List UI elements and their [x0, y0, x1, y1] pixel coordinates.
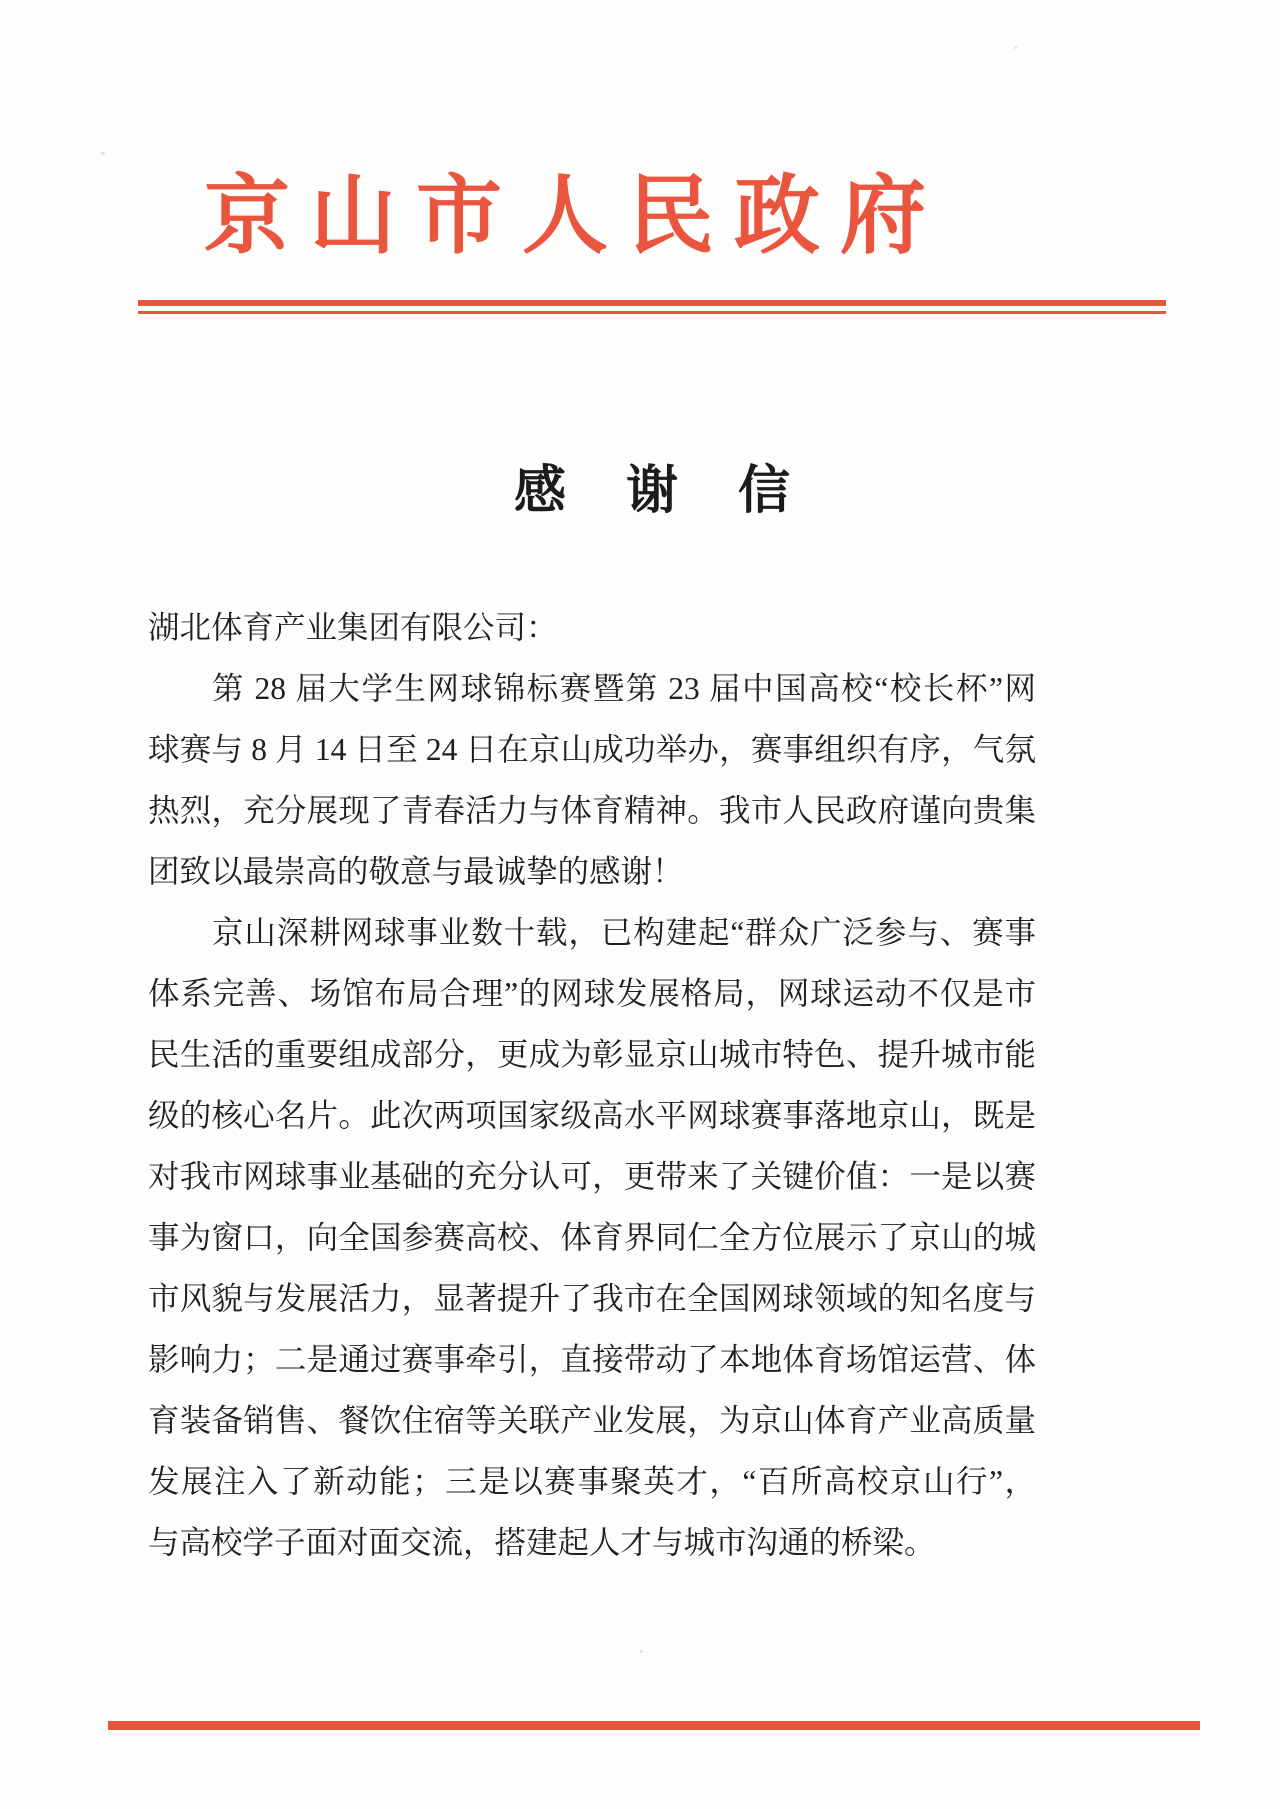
body-line: 育装备销售、餐饮住宿等关联产业发展，为京山体育产业高质量	[148, 1403, 1036, 1438]
body-line: 体系完善、场馆布局合理”的网球发展格局，网球运动不仅是市	[148, 976, 1036, 1011]
letterhead-rule-thin	[138, 311, 1166, 314]
body-line: 团致以最崇高的敬意与最诚挚的感谢！	[148, 854, 684, 889]
scan-speck	[640, 1650, 643, 1653]
body-line: 市风貌与发展活力，显著提升了我市在全国网球领域的知名度与	[148, 1281, 1036, 1316]
body-line: 球赛与 8 月 14 日至 24 日在京山成功举办，赛事组织有序，气氛	[148, 732, 1036, 767]
letter-title: 感谢信	[513, 463, 850, 520]
body-line: 与高校学子面对面交流，搭建起人才与城市沟通的桥梁。	[148, 1525, 936, 1560]
body-line: 热烈，充分展现了青春活力与体育精神。我市人民政府谨向贵集	[148, 793, 1036, 828]
body-line: 第 28 届大学生网球锦标赛暨第 23 届中国高校“校长杯”网	[212, 671, 1036, 706]
body-line: 京山深耕网球事业数十载，已构建起“群众广泛参与、赛事	[212, 915, 1036, 950]
letterhead-rule-thick	[138, 300, 1166, 306]
body-line: 对我市网球事业基础的充分认可，更带来了关键价值：一是以赛	[148, 1159, 1036, 1194]
scan-speck	[101, 152, 105, 155]
scan-speck	[1014, 46, 1017, 49]
body-line: 发展注入了新动能；三是以赛事聚英才，“百所高校京山行”，	[148, 1464, 1036, 1499]
letterhead-org-name: 京山市人民政府	[204, 168, 946, 264]
body-line: 级的核心名片。此次两项国家级高水平网球赛事落地京山，既是	[148, 1098, 1036, 1133]
letter-body	[148, 597, 1036, 1573]
body-line: 事为窗口，向全国参赛高校、体育界同仁全方位展示了京山的城	[148, 1220, 1036, 1255]
body-line: 影响力；二是通过赛事牵引，直接带动了本地体育场馆运营、体	[148, 1342, 1036, 1377]
body-line: 民生活的重要组成部分，更成为彰显京山城市特色、提升城市能	[148, 1037, 1036, 1072]
body-line: 湖北体育产业集团有限公司：	[148, 610, 558, 645]
footer-rule	[108, 1721, 1200, 1730]
